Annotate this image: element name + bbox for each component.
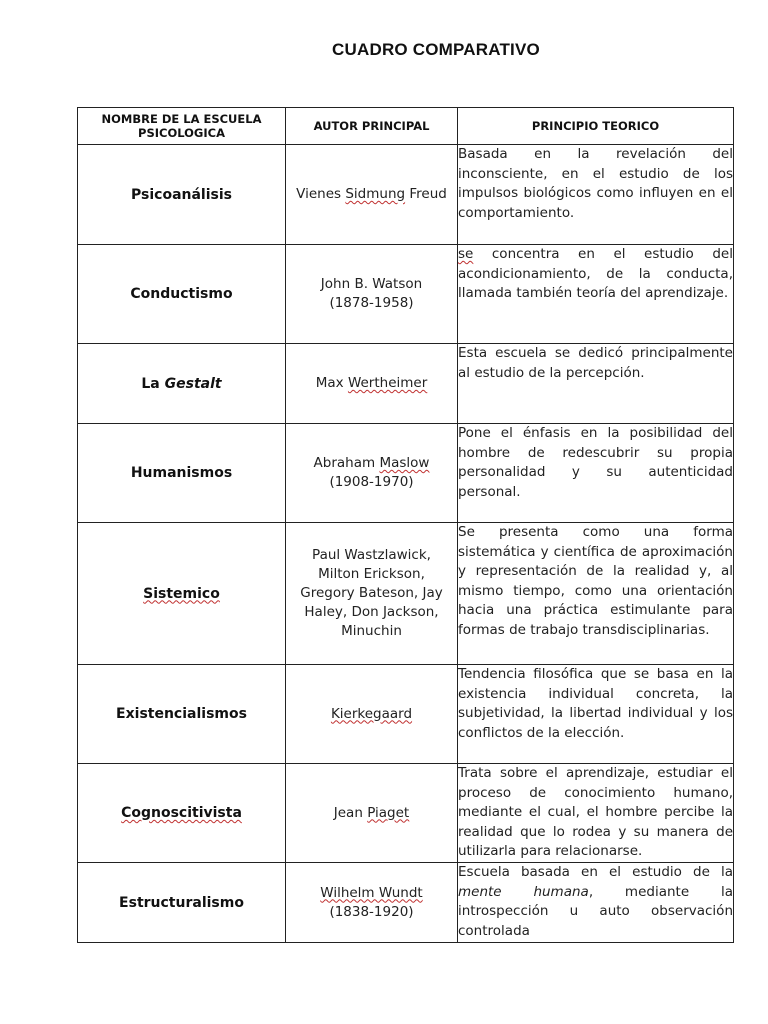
principle-text: Se presenta como una forma sistemática y científica de aproximación y representación de la realidad y, al mismo tiempo, como una orientación hacia una práctica estimulante para formas de trabajo transdisciplinarias. (458, 523, 734, 665)
school-name: Existencialismos (78, 665, 286, 764)
header-theoretical-principle: PRINCIPIO TEORICO (458, 108, 734, 145)
header-main-author: AUTOR PRINCIPAL (286, 108, 458, 145)
table-row (78, 344, 734, 424)
author-name: Paul Wastzlawick, Milton Erickson, Gregory Bateson, Jay Haley, Don Jackson, Minuchin (286, 523, 458, 665)
table-row (78, 764, 734, 863)
school-name: Conductismo (78, 245, 286, 344)
table-row (78, 424, 734, 523)
table-row (78, 665, 734, 764)
school-name: La Gestalt (78, 344, 286, 424)
author-name: Abraham Maslow (1908-1970) (286, 424, 458, 523)
school-name: Sistemico (78, 523, 286, 665)
principle-text: Esta escuela se dedicó principalmente al estudio de la percepción. (458, 344, 734, 424)
principle-text: Pone el énfasis en la posibilidad del hombre de redescubrir su propia personalidad y su autenticidad personal. (458, 424, 734, 523)
author-name: Max Wertheimer (286, 344, 458, 424)
school-name: Cognoscitivista (78, 764, 286, 863)
principle-text: Tendencia filosófica que se basa en la existencia individual concreta, la subjetividad, la libertad individual y los conflictos de la elección. (458, 665, 734, 764)
school-name: Psicoanálisis (78, 145, 286, 245)
school-name: Humanismos (78, 424, 286, 523)
table-row (78, 245, 734, 344)
principle-text: Basada en la revelación del inconsciente, en el estudio de los impulsos biológicos como influyen en el comportamiento. (458, 145, 734, 245)
table-row (78, 523, 734, 665)
author-name: Jean Piaget (286, 764, 458, 863)
principle-text: Escuela basada en el estudio de la mente humana, mediante la introspección u auto observación controlada (458, 863, 734, 943)
author-name: John B. Watson (1878-1958) (286, 245, 458, 344)
principle-text: se concentra en el estudio del acondicionamiento, de la conducta, llamada también teoría del aprendizaje. (458, 245, 734, 344)
principle-text: Trata sobre el aprendizaje, estudiar el proceso de conocimiento humano, mediante el cual, el hombre percibe la realidad que lo rodea y su manera de utilizarla para relacionarse. (458, 764, 734, 863)
header-school-name: NOMBRE DE LA ESCUELA PSICOLOGICA (78, 108, 286, 145)
table-header-row (78, 108, 734, 145)
school-name: Estructuralismo (78, 863, 286, 943)
page-title: CUADRO COMPARATIVO (332, 40, 540, 59)
comparison-table (77, 107, 734, 943)
author-name: Kierkegaard (286, 665, 458, 764)
author-name: Wilhelm Wundt (1838-1920) (286, 863, 458, 943)
table-row (78, 863, 734, 943)
table-row (78, 145, 734, 245)
author-name: Vienes Sidmung Freud (286, 145, 458, 245)
